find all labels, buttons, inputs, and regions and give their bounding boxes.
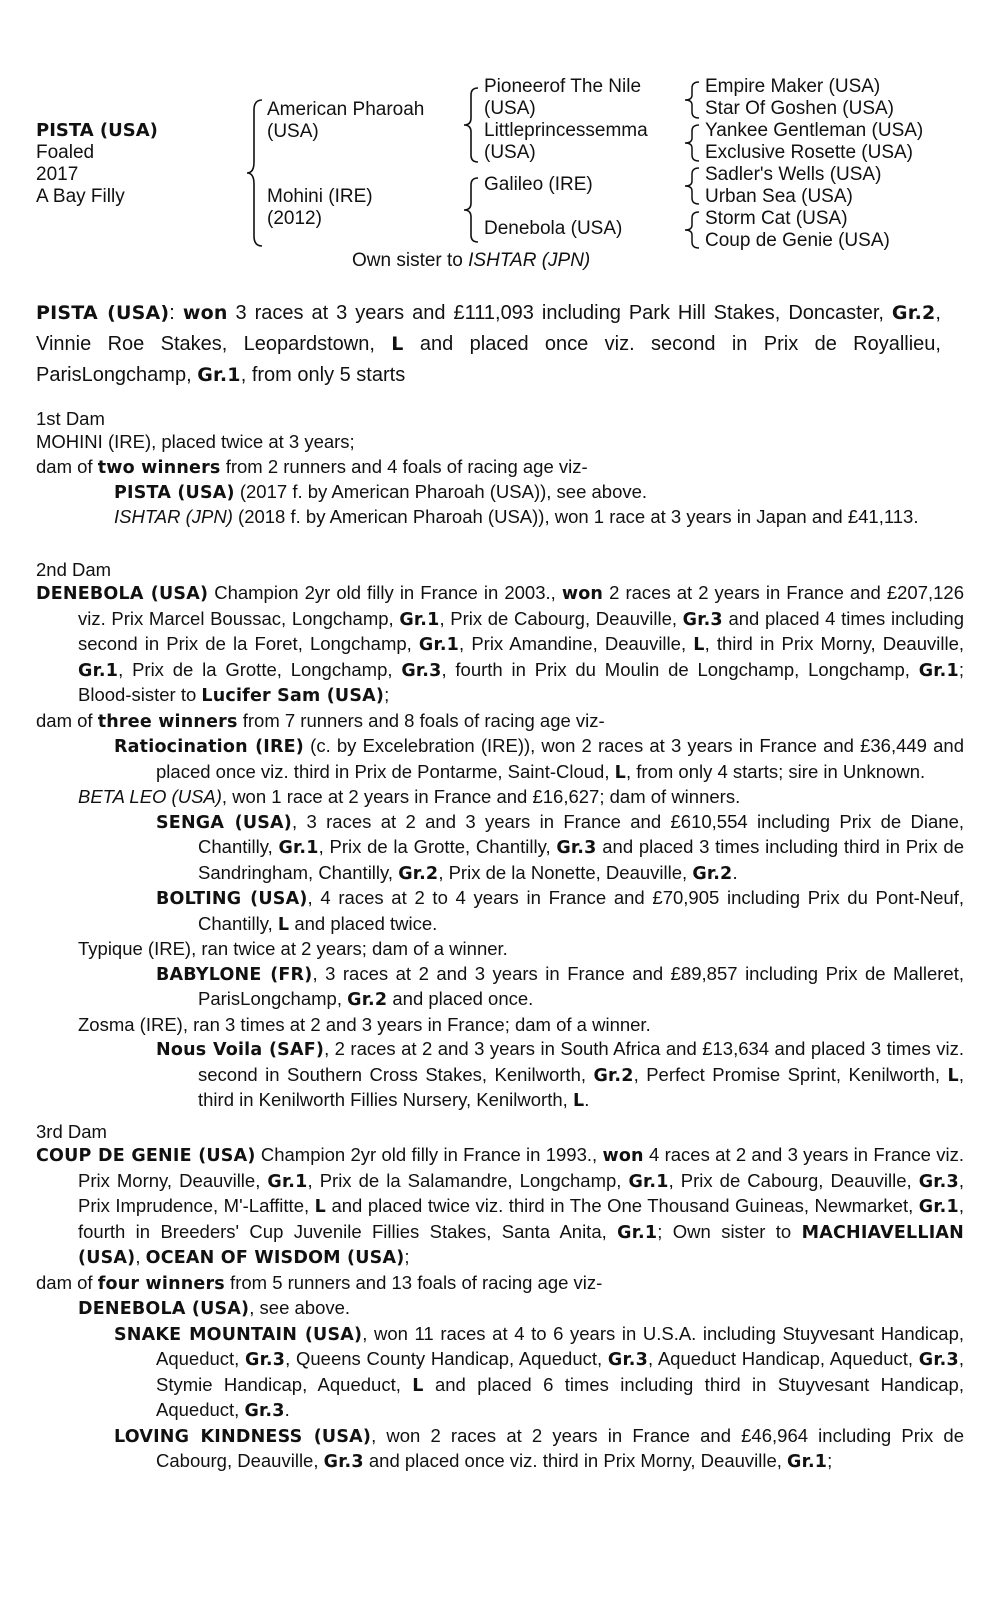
brace-dd — [682, 210, 702, 250]
section-heading: 2nd Dam — [36, 559, 112, 580]
ped-sss: Empire Maker (USA) — [705, 76, 881, 97]
brace-generation-1 — [244, 98, 266, 248]
list-item: Ratiocination (IRE) (c. by Excelebration (IRE)), won 2 races at 3 years in France and £36,449 and placed once viz. third in Prix de Pontarme, Saint-Cloud, L, from only 4 starts; sire in Unknown. — [114, 735, 964, 783]
third-dam-section: 3rd Dam COUP DE GENIE (USA) Champion 2yr old filly in France in 1993., won 4 races at 2 and 3 years in France viz. Prix Morny, Deauville, Gr.1, Prix de la Salamandre, Longchamp, Gr.1, Prix de Cabourg, Deauville, Gr.3, Prix Imprudence, M'-Laffitte, L and placed twice viz. third in The One Thousand Guineas, Newmarket, Gr.1, fourth in Breeders' Cup Juvenile Fillies Stakes, Santa Anita, Gr.1; Own sister to MACHIAVELLIAN (USA), OCEAN OF WISDOM (USA); dam of four winners from 5 runners and 13 foals of racing age viz- DENEBOLA (USA), see above. SNAKE MOUNTAIN (USA), won 11 races at 4 to 6 years in U.S.A. including Stuyvesant Handicap, Aqueduct, Gr.3, Queens County Handicap, Aqueduct, Gr.3, Aqueduct Handicap, Aqueduct, Gr.3, Stymie Handicap, Aqueduct, L and placed 6 times including third in Stuyvesant Handicap, Aqueduct, Gr.3. LOVING KINDNESS (USA), won 2 races at 2 years in France and £46,964 including Prix de Cabourg, Deauville, Gr.3 and placed once viz. third in Prix Morny, Deauville, Gr.1; — [36, 1121, 964, 1475]
brace-sd — [682, 123, 702, 163]
foaled-label: Foaled — [36, 142, 95, 163]
list-item: Typique (IRE), ran twice at 2 years; dam of a winner. — [78, 938, 508, 959]
horse-description: A Bay Filly — [36, 186, 125, 207]
section-heading: 3rd Dam — [36, 1121, 107, 1142]
own-sister-note: Own sister to ISHTAR (JPN) — [352, 250, 591, 271]
list-item: ISHTAR (JPN) (2018 f. by American Pharoah (USA)), won 1 race at 3 years in Japan and £41,113. — [114, 505, 919, 527]
list-item: PISTA (USA) (2017 f. by American Pharoah (USA)), see above. — [114, 481, 648, 503]
ped-ddd: Coup de Genie (USA) — [705, 230, 890, 251]
pedigree-sire: American Pharoah (USA) — [267, 99, 425, 142]
list-item: Zosma (IRE), ran 3 times at 2 and 3 years in France; dam of a winner. — [78, 1013, 651, 1035]
list-item: SENGA (USA), 3 races at 2 and 3 years in France and £610,554 including Prix de Diane, Chantilly, Gr.1, Prix de la Grotte, Chantilly, Gr.3 and placed 3 times including third in Prix de Sandringham, Chantilly, Gr.2, Prix de la Nonette, Deauville, Gr.2. — [156, 810, 964, 884]
ped-dss: Sadler's Wells (USA) — [705, 164, 882, 185]
pedigree-dam-dam: Denebola (USA) — [484, 218, 623, 239]
pedigree-dam: Mohini (IRE) (2012) — [267, 186, 373, 229]
pedigree-sire-sire: Pioneerof The Nile (USA) — [484, 76, 642, 119]
first-dam-section: 1st Dam MOHINI (IRE), placed twice at 3 years; dam of two winners from 2 runners and 4 foals of racing age viz- PISTA (USA) (2017 f. by American Pharoah (USA)), see above. ISHTAR (JPN) (2018 f. by American Pharoah (USA)), won 1 race at 3 years in Japan and £41,113. — [36, 408, 964, 528]
pedigree-sire-dam: Littleprincessemma (USA) — [484, 120, 648, 163]
ped-dds: Storm Cat (USA) — [705, 208, 848, 229]
brace-sire-parents — [460, 86, 482, 164]
horse-name: PISTA (USA) — [36, 120, 158, 141]
ped-ssd: Star Of Goshen (USA) — [705, 98, 895, 119]
pedigree-dam-sire: Galileo (IRE) — [484, 174, 593, 195]
brace-dam-parents — [460, 176, 482, 244]
foaled-year: 2017 — [36, 164, 79, 185]
ped-dsd: Urban Sea (USA) — [705, 186, 853, 207]
horse-summary: PISTA (USA): won 3 races at 3 years and £111,093 including Park Hill Stakes, Doncaster, Gr.2, Vinnie Roe Stakes, Leopardstown, L and placed once viz. second in Prix de Royallieu, ParisLongchamp, Gr.1, from only 5 starts — [36, 302, 941, 386]
brace-ds — [682, 166, 702, 206]
section-heading: 1st Dam — [36, 408, 105, 429]
list-item: BABYLONE (FR), 3 races at 2 and 3 years in France and £89,857 including Prix de Malleret, ParisLongchamp, Gr.2 and placed once. — [156, 962, 964, 1010]
pedigree-subject — [36, 120, 158, 208]
list-item: SNAKE MOUNTAIN (USA), won 11 races at 4 to 6 years in U.S.A. including Stuyvesant Handicap, Aqueduct, Gr.3, Queens County Handicap, Aqueduct, Gr.3, Aqueduct Handicap, Aqueduct, Gr.3, Stymie Handicap, Aqueduct, L and placed 6 times including third in Stuyvesant Handicap, Aqueduct, Gr.3. — [114, 1322, 965, 1421]
list-item: LOVING KINDNESS (USA), won 2 races at 2 years in France and £46,964 including Prix de Cabourg, Deauville, Gr.3 and placed once viz. third in Prix Morny, Deauville, Gr.1; — [114, 1424, 964, 1472]
list-item: DENEBOLA (USA), see above. — [78, 1297, 351, 1319]
list-item: Nous Voila (SAF), 2 races at 2 and 3 years in South Africa and £13,634 and placed 3 times viz. second in Southern Cross Stakes, Kenilworth, Gr.2, Perfect Promise Sprint, Kenilworth, L, third in Kenilworth Fillies Nursery, Kenilworth, L. — [156, 1038, 965, 1111]
pedigree-fourth-generation — [705, 76, 923, 252]
brace-ss — [682, 80, 702, 120]
list-item: BETA LEO (USA), won 1 race at 2 years in France and £16,627; dam of winners. — [78, 786, 741, 807]
ped-sdd: Exclusive Rosette (USA) — [705, 142, 914, 163]
list-item: BOLTING (USA), 4 races at 2 to 4 years in France and £70,905 including Prix du Pont-Neuf, Chantilly, L and placed twice. — [156, 887, 964, 935]
second-dam-section: 2nd Dam DENEBOLA (USA) Champion 2yr old filly in France in 2003., won 2 races at 2 years in France and £207,126 viz. Prix Marcel Boussac, Longchamp, Gr.1, Prix de Cabourg, Deauville, Gr.3 and placed 4 times including second in Prix de la Foret, Longchamp, Gr.1, Prix Amandine, Deauville, L, third in Prix Morny, Deauville, Gr.1, Prix de la Grotte, Longchamp, Gr.3, fourth in Prix du Moulin de Longchamp, Longchamp, Gr.1; Blood-sister to Lucifer Sam (USA); dam of three winners from 7 runners and 8 foals of racing age viz- Ratiocination (IRE) (c. by Excelebration (IRE)), won 2 races at 3 years in France and £36,449 and placed once viz. third in Prix de Pontarme, Saint-Cloud, L, from only 4 starts; sire in Unknown. BETA LEO (USA), won 1 race at 2 years in France and £16,627; dam of winners. SENGA (USA), 3 races at 2 and 3 years in France and £610,554 including Prix de Diane, Chantilly, Gr.1, Prix de la Grotte, Chantilly, Gr.3 and placed 3 times including third in Prix de Sandringham, Chantilly, Gr.2, Prix de la Nonette, Deauville, Gr.2. BOLTING (USA), 4 races at 2 to 4 years in France and £70,905 including Prix du Pont-Neuf, Chantilly, L and placed twice. Typique (IRE), ran twice at 2 years; dam of a winner. BABYLONE (FR), 3 races at 2 and 3 years in France and £89,857 including Prix de Malleret, ParisLongchamp, Gr.2 and placed once. Zosma (IRE), ran 3 times at 2 and 3 years in France; dam of a winner. Nous Voila (SAF), 2 races at 2 and 3 years in South Africa and £13,634 and placed 3 times viz. second in Southern Cross Stakes, Kenilworth, Gr.2, Perfect Promise Sprint, Kenilworth, L, third in Kenilworth Fillies Nursery, Kenilworth, L. — [36, 559, 964, 1114]
ped-sds: Yankee Gentleman (USA) — [705, 120, 924, 141]
